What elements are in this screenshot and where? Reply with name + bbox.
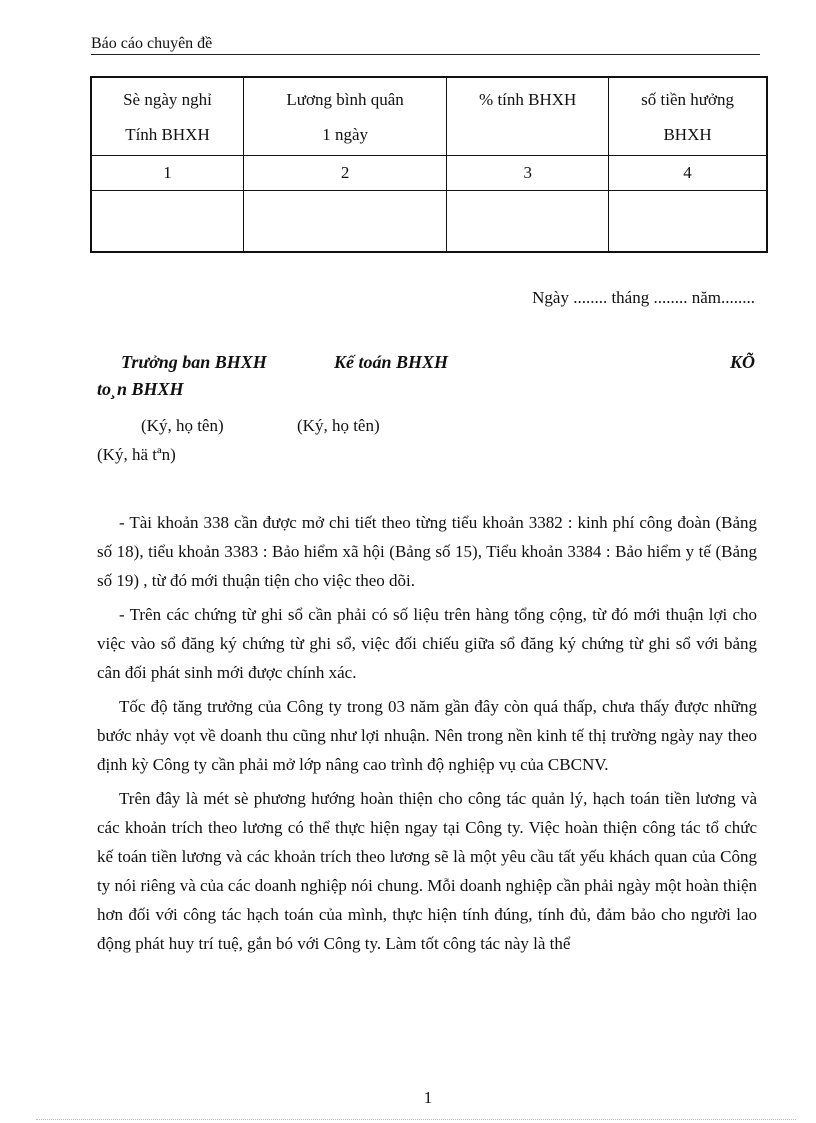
header-line: số tiền hưởng [641,90,734,109]
empty-cell [91,191,243,253]
header-line: Sè ngày nghỉ [123,90,212,109]
signature-title-ko-part2: to¸n BHXH [97,379,184,399]
table-empty-row [91,191,767,253]
signature-title-ke-toan: Kế toán BHXH [334,352,449,372]
signature-title-truong-ban: Trưởng ban BHXH [121,352,267,372]
footer-divider [36,1119,796,1120]
header-cell-percent [447,77,609,156]
number-cell: 4 [609,156,767,191]
signature-note-2: (Ký, họ tên) [297,416,380,435]
header-line: % tính BHXH [479,90,577,109]
number-cell: 1 [91,156,243,191]
number-cell: 2 [243,156,446,191]
paragraph: Trên đây là mét sè phương hướng hoàn thiện cho công tác quản lý, hạch toán tiền lương và các khoản trích theo lương có thể thực hiện ngay tại Công ty. Việc hoàn thiện công tác tổ chức kế toán tiền lương và các khoản trích theo lương sẽ là một yêu cầu tất yếu khách quan của Công ty nói riêng và của các doanh nghiệp nói chung. Mỗi doanh nghiệp cần phải ngày một hoàn thiện hơn đối với công tác hạch toán của mình, thực hiện tính đúng, tính đủ, đảm bảo cho người lao động phát huy trí tuệ, gắn bó với Công ty. Làm tốt công tác này là thể [97,789,757,953]
empty-cell [609,191,767,253]
empty-cell [447,191,609,253]
signature-note-3: (Ký, hä tªn) [97,445,176,464]
table-header-row [91,77,767,156]
paragraph: - Tài khoản 338 cần được mở chi tiết theo từng tiểu khoản 3382 : kinh phí công đoàn (Bảng số 18), tiểu khoản 3383 : Bảo hiểm xã hội (Bảng số 15), Tiểu khoản 3384 : Bảo hiểm y tế (Bảng số 19) , từ đó mới thuận tiện cho việc theo dõi. [97,513,757,590]
header-line: 1 ngày [322,125,368,144]
header-cell-days [91,77,243,156]
number-cell: 3 [447,156,609,191]
empty-cell [243,191,446,253]
header-line: BHXH [663,125,712,144]
signature-note-1: (Ký, họ tên) [141,416,224,435]
bhxh-table [90,76,768,253]
body-text [97,508,757,963]
header-line: Tính BHXH [125,125,210,144]
page-number: 1 [423,1088,433,1107]
document-header: Báo cáo chuyên đề [91,35,760,55]
table-number-row [91,156,767,191]
header-cell-amount [609,77,767,156]
date-line: Ngày ........ tháng ........ năm........ [532,288,755,307]
header-line: Lương bình quân [286,90,404,109]
signature-title-ko-part1: KÕ [729,352,755,372]
paragraph: - Trên các chứng từ ghi sổ cần phải có số liệu trên hàng tổng cộng, từ đó mới thuận lợi cho việc vào sổ đăng ký chứng từ ghi sổ, việc đối chiếu giữa sổ đăng ký chứng từ ghi sổ với bảng cân đối phát sinh mới được chính xác. [97,605,757,682]
header-cell-avg-salary [243,77,446,156]
paragraph: Tốc độ tăng trưởng của Công ty trong 03 năm gần đây còn quá thấp, chưa thấy được những bước nhảy vọt về doanh thu cũng như lợi nhuận. Nên trong nền kinh tế thị trường ngày nay theo định kỳ Công ty cần phải mở lớp nâng cao trình độ nghiệp vụ của CBCNV. [97,697,757,774]
